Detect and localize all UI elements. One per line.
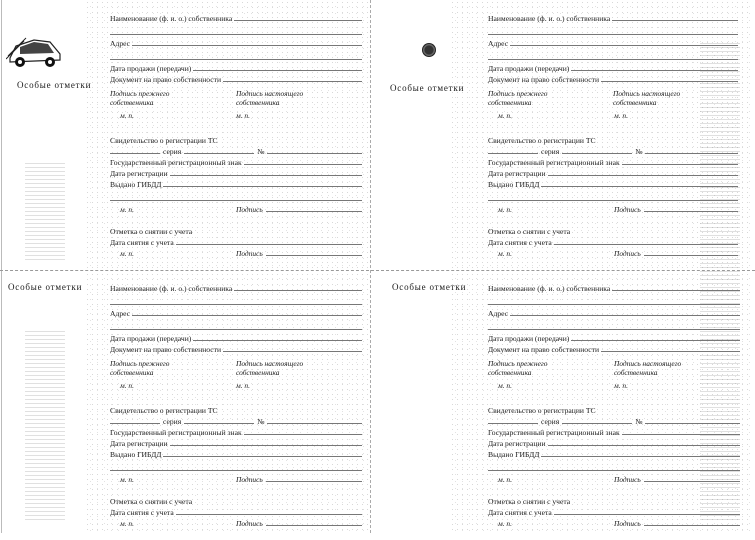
number-field[interactable] bbox=[267, 422, 362, 424]
registration-date-row bbox=[488, 167, 738, 178]
special-notes-label: Особые отметки bbox=[17, 80, 92, 90]
deregistration-signature-row bbox=[110, 517, 362, 528]
record-block-1 bbox=[0, 0, 380, 268]
owner-name-field-2[interactable] bbox=[488, 303, 740, 305]
address-field[interactable] bbox=[132, 44, 362, 46]
signature-field[interactable] bbox=[266, 210, 362, 212]
owner-signatures bbox=[488, 90, 738, 107]
issued-by-field-2[interactable] bbox=[488, 199, 738, 201]
car-icon bbox=[6, 32, 64, 70]
series-row bbox=[488, 415, 740, 426]
issued-by-field[interactable] bbox=[541, 455, 740, 457]
owner-name-row bbox=[488, 282, 740, 293]
series-field[interactable] bbox=[184, 152, 254, 154]
signature-label: Подпись bbox=[614, 519, 641, 528]
issued-by-field[interactable] bbox=[163, 455, 362, 457]
address-field-2[interactable] bbox=[488, 58, 738, 60]
issued-by-label: Выдано ГИБДД bbox=[110, 180, 162, 189]
registration-cert-label: Свидетельство о регистрации ТС bbox=[488, 136, 596, 145]
stamp-label: м. п. bbox=[498, 475, 512, 484]
deregistration-row bbox=[110, 225, 362, 236]
issued-by-line-2 bbox=[110, 192, 362, 203]
issued-by-field-2[interactable] bbox=[110, 199, 362, 201]
stamp-label: м. п. bbox=[236, 111, 250, 120]
deregistration-signature-row bbox=[488, 247, 738, 258]
signature-field[interactable] bbox=[644, 210, 738, 212]
registration-cert-row bbox=[110, 404, 362, 415]
deregistration-date-row bbox=[110, 506, 362, 517]
signature-label: Подпись bbox=[614, 249, 641, 258]
number-sign: № bbox=[635, 417, 643, 426]
owner-name-label: Наименование (ф. и. о.) собственника bbox=[110, 284, 233, 293]
owner-name-field-2[interactable] bbox=[488, 33, 738, 35]
deregistration-signature-row bbox=[488, 517, 740, 528]
owner-name-field[interactable] bbox=[234, 289, 362, 291]
stamp-label: м. п. bbox=[498, 519, 512, 528]
stamp-label: м. п. bbox=[120, 249, 134, 258]
state-plate-label: Государственный регистрационный знак bbox=[488, 428, 620, 437]
address-line-2 bbox=[488, 51, 738, 62]
registration-date-row bbox=[110, 437, 362, 448]
state-plate-field[interactable] bbox=[244, 433, 362, 435]
deregistration-row bbox=[488, 495, 740, 506]
registration-date-label: Дата регистрации bbox=[110, 439, 168, 448]
ownership-doc-label: Документ на право собственности bbox=[110, 75, 222, 84]
series-label: серия bbox=[541, 147, 560, 156]
address-line-2 bbox=[110, 321, 362, 332]
issued-by-row bbox=[488, 178, 738, 189]
cur-owner-signature: Подпись настоящего собственника bbox=[236, 89, 304, 107]
registration-cert-row bbox=[110, 134, 362, 145]
registration-date-label: Дата регистрации bbox=[488, 169, 546, 178]
registration-signature-row bbox=[488, 203, 738, 214]
deregistration-signature-row bbox=[110, 247, 362, 258]
address-label: Адрес bbox=[110, 39, 131, 48]
signature-field[interactable] bbox=[644, 480, 740, 482]
sale-date-row bbox=[488, 62, 738, 73]
state-plate-row bbox=[488, 426, 740, 437]
registration-signature-row bbox=[110, 473, 362, 484]
signature-field[interactable] bbox=[644, 254, 738, 256]
address-line-2 bbox=[488, 321, 740, 332]
deregistration-row bbox=[488, 225, 738, 236]
registration-signature-row bbox=[110, 203, 362, 214]
ownership-form bbox=[110, 282, 362, 528]
special-notes-label: Особые отметки bbox=[390, 83, 465, 93]
signature-field[interactable] bbox=[266, 524, 362, 526]
deregistration-date-field[interactable] bbox=[176, 243, 362, 245]
stamp-row bbox=[110, 379, 362, 390]
owner-name-field-2[interactable] bbox=[110, 303, 362, 305]
number-field[interactable] bbox=[267, 152, 362, 154]
ownership-doc-field[interactable] bbox=[601, 80, 738, 82]
address-row bbox=[110, 307, 362, 318]
number-sign: № bbox=[635, 147, 643, 156]
registration-date-field[interactable] bbox=[170, 444, 362, 446]
issued-by-label: Выдано ГИБДД bbox=[110, 450, 162, 459]
ownership-doc-field[interactable] bbox=[223, 80, 362, 82]
address-label: Адрес bbox=[110, 309, 131, 318]
sale-date-row bbox=[488, 332, 740, 343]
address-field-2[interactable] bbox=[110, 58, 362, 60]
owner-name-field[interactable] bbox=[612, 289, 740, 291]
ownership-doc-label: Документ на право собственности bbox=[488, 345, 600, 354]
owner-name-field[interactable] bbox=[234, 19, 362, 21]
special-notes-label: Особые отметки bbox=[8, 282, 83, 292]
owner-name-field[interactable] bbox=[612, 19, 738, 21]
prev-owner-signature: Подпись прежнего собственника bbox=[488, 359, 548, 377]
address-label: Адрес bbox=[488, 39, 509, 48]
series-field[interactable] bbox=[184, 422, 254, 424]
owner-signatures bbox=[110, 90, 362, 107]
deregistration-label: Отметка о снятии с учета bbox=[488, 227, 571, 236]
seal-icon bbox=[422, 43, 436, 57]
issued-by-label: Выдано ГИБДД bbox=[488, 180, 540, 189]
deregistration-label: Отметка о снятии с учета bbox=[488, 497, 571, 506]
signature-field[interactable] bbox=[266, 480, 362, 482]
stamp-label: м. п. bbox=[236, 381, 250, 390]
cur-owner-signature: Подпись настоящего собственника bbox=[236, 359, 304, 377]
sale-date-row bbox=[110, 62, 362, 73]
prev-owner-signature: Подпись прежнего собственника bbox=[110, 89, 170, 107]
series-field[interactable] bbox=[562, 422, 632, 424]
sale-date-label: Дата продажи (передачи) bbox=[110, 334, 192, 343]
issued-by-line-2 bbox=[488, 192, 738, 203]
stamp-label: м. п. bbox=[614, 111, 628, 120]
ownership-doc-field[interactable] bbox=[223, 350, 362, 352]
issued-by-line-2 bbox=[488, 462, 740, 473]
state-plate-field[interactable] bbox=[244, 163, 362, 165]
series-row bbox=[110, 415, 362, 426]
registration-cert-label: Свидетельство о регистрации ТС bbox=[488, 406, 596, 415]
address-field[interactable] bbox=[510, 44, 738, 46]
registration-date-field[interactable] bbox=[548, 444, 740, 446]
signature-field[interactable] bbox=[644, 524, 740, 526]
number-sign: № bbox=[257, 147, 265, 156]
sale-date-field[interactable] bbox=[571, 339, 740, 341]
record-block-3 bbox=[0, 272, 380, 540]
stamp-label: м. п. bbox=[120, 111, 134, 120]
number-field[interactable] bbox=[645, 152, 738, 154]
stamp-label: м. п. bbox=[120, 205, 134, 214]
owner-name-line-2 bbox=[488, 26, 738, 37]
issued-by-field-2[interactable] bbox=[110, 469, 362, 471]
deregistration-date-label: Дата снятия с учета bbox=[110, 508, 174, 517]
owner-name-line-2 bbox=[488, 296, 740, 307]
cert-prefix-field[interactable] bbox=[110, 422, 160, 424]
registration-date-field[interactable] bbox=[548, 174, 738, 176]
deregistration-date-field[interactable] bbox=[176, 513, 362, 515]
owner-name-row bbox=[488, 12, 738, 23]
sale-date-label: Дата продажи (передачи) bbox=[488, 64, 570, 73]
stamp-label: м. п. bbox=[498, 249, 512, 258]
issued-by-row bbox=[110, 448, 362, 459]
signature-label: Подпись bbox=[236, 475, 263, 484]
cert-prefix-field[interactable] bbox=[488, 152, 538, 154]
sale-date-field[interactable] bbox=[193, 339, 362, 341]
deregistration-date-row bbox=[488, 506, 740, 517]
sale-date-field[interactable] bbox=[193, 69, 362, 71]
registration-date-row bbox=[110, 167, 362, 178]
signature-field[interactable] bbox=[266, 254, 362, 256]
cur-owner-signature: Подпись настоящего собственника bbox=[613, 89, 681, 107]
state-plate-row bbox=[110, 426, 362, 437]
owner-name-label: Наименование (ф. и. о.) собственника bbox=[488, 284, 611, 293]
state-plate-label: Государственный регистрационный знак bbox=[488, 158, 620, 167]
deregistration-date-field[interactable] bbox=[554, 243, 738, 245]
address-field-2[interactable] bbox=[488, 328, 740, 330]
record-block-2 bbox=[378, 0, 755, 268]
stamp-row bbox=[488, 109, 738, 120]
address-line-2 bbox=[110, 51, 362, 62]
address-label: Адрес bbox=[488, 309, 509, 318]
sale-date-label: Дата продажи (передачи) bbox=[488, 334, 570, 343]
ownership-doc-row bbox=[488, 343, 740, 354]
owner-signatures bbox=[110, 360, 362, 377]
issued-by-row bbox=[488, 448, 740, 459]
horizontal-fold bbox=[0, 270, 755, 271]
stamp-label: м. п. bbox=[498, 205, 512, 214]
series-label: серия bbox=[541, 417, 560, 426]
stamp-row bbox=[110, 109, 362, 120]
deregistration-date-label: Дата снятия с учета bbox=[488, 238, 552, 247]
owner-name-row bbox=[110, 12, 362, 23]
series-row bbox=[110, 145, 362, 156]
address-row bbox=[110, 37, 362, 48]
registration-signature-row bbox=[488, 473, 740, 484]
prev-owner-signature: Подпись прежнего собственника bbox=[110, 359, 170, 377]
state-plate-label: Государственный регистрационный знак bbox=[110, 158, 242, 167]
ownership-doc-row bbox=[488, 73, 738, 84]
issued-by-field[interactable] bbox=[541, 185, 738, 187]
address-field[interactable] bbox=[132, 314, 362, 316]
deregistration-date-row bbox=[110, 236, 362, 247]
state-plate-row bbox=[110, 156, 362, 167]
series-field[interactable] bbox=[562, 152, 632, 154]
address-field-2[interactable] bbox=[110, 328, 362, 330]
series-label: серия bbox=[163, 147, 182, 156]
sale-date-field[interactable] bbox=[571, 69, 738, 71]
deregistration-label: Отметка о снятии с учета bbox=[110, 227, 193, 236]
ownership-doc-label: Документ на право собственности bbox=[110, 345, 222, 354]
prev-owner-signature: Подпись прежнего собственника bbox=[488, 89, 548, 107]
owner-name-line-2 bbox=[110, 26, 362, 37]
number-sign: № bbox=[257, 417, 265, 426]
deregistration-date-label: Дата снятия с учета bbox=[110, 238, 174, 247]
cert-prefix-field[interactable] bbox=[488, 422, 538, 424]
sale-date-row bbox=[110, 332, 362, 343]
state-plate-field[interactable] bbox=[622, 163, 738, 165]
state-plate-label: Государственный регистрационный знак bbox=[110, 428, 242, 437]
registration-cert-label: Свидетельство о регистрации ТС bbox=[110, 406, 218, 415]
cert-prefix-field[interactable] bbox=[110, 152, 160, 154]
owner-name-row bbox=[110, 282, 362, 293]
stamp-label: м. п. bbox=[498, 111, 512, 120]
ownership-doc-field[interactable] bbox=[601, 350, 740, 352]
cur-owner-signature: Подпись настоящего собственника bbox=[614, 359, 682, 377]
signature-label: Подпись bbox=[614, 475, 641, 484]
record-block-4 bbox=[378, 272, 755, 540]
registration-cert-row bbox=[488, 404, 740, 415]
issued-by-label: Выдано ГИБДД bbox=[488, 450, 540, 459]
ownership-doc-label: Документ на право собственности bbox=[488, 75, 600, 84]
registration-cert-label: Свидетельство о регистрации ТС bbox=[110, 136, 218, 145]
deregistration-date-field[interactable] bbox=[554, 513, 740, 515]
state-plate-field[interactable] bbox=[622, 433, 740, 435]
issued-by-row bbox=[110, 178, 362, 189]
ownership-doc-row bbox=[110, 73, 362, 84]
registration-date-label: Дата регистрации bbox=[488, 439, 546, 448]
owner-name-field-2[interactable] bbox=[110, 33, 362, 35]
owner-name-label: Наименование (ф. и. о.) собственника bbox=[110, 14, 233, 23]
signature-label: Подпись bbox=[236, 519, 263, 528]
registration-date-row bbox=[488, 437, 740, 448]
stamp-label: м. п. bbox=[120, 381, 134, 390]
registration-date-field[interactable] bbox=[170, 174, 362, 176]
issued-by-field-2[interactable] bbox=[488, 469, 740, 471]
ownership-form bbox=[488, 282, 740, 528]
number-field[interactable] bbox=[645, 422, 740, 424]
special-notes-label: Особые отметки bbox=[392, 282, 467, 292]
stamp-row bbox=[488, 379, 740, 390]
sale-date-label: Дата продажи (передачи) bbox=[110, 64, 192, 73]
deregistration-date-row bbox=[488, 236, 738, 247]
stamp-label: м. п. bbox=[498, 381, 512, 390]
deregistration-label: Отметка о снятии с учета bbox=[110, 497, 193, 506]
series-row bbox=[488, 145, 738, 156]
signature-label: Подпись bbox=[236, 249, 263, 258]
registration-date-label: Дата регистрации bbox=[110, 169, 168, 178]
issued-by-field[interactable] bbox=[163, 185, 362, 187]
stamp-label: м. п. bbox=[614, 381, 628, 390]
state-plate-row bbox=[488, 156, 738, 167]
owner-name-label: Наименование (ф. и. о.) собственника bbox=[488, 14, 611, 23]
deregistration-row bbox=[110, 495, 362, 506]
ownership-form bbox=[488, 12, 738, 258]
owner-name-line-2 bbox=[110, 296, 362, 307]
issued-by-line-2 bbox=[110, 462, 362, 473]
signature-label: Подпись bbox=[236, 205, 263, 214]
deregistration-date-label: Дата снятия с учета bbox=[488, 508, 552, 517]
address-field[interactable] bbox=[510, 314, 740, 316]
registration-cert-row bbox=[488, 134, 738, 145]
owner-signatures bbox=[488, 360, 740, 377]
signature-label: Подпись bbox=[614, 205, 641, 214]
address-row bbox=[488, 37, 738, 48]
series-label: серия bbox=[163, 417, 182, 426]
stamp-label: м. п. bbox=[120, 519, 134, 528]
address-row bbox=[488, 307, 740, 318]
ownership-form bbox=[110, 12, 362, 258]
stamp-label: м. п. bbox=[120, 475, 134, 484]
ownership-doc-row bbox=[110, 343, 362, 354]
